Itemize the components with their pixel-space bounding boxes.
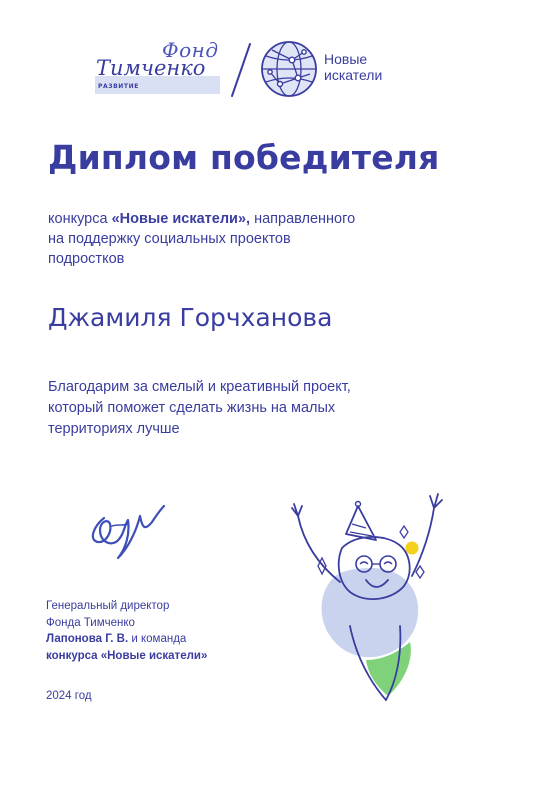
signatory-line-2: Фонда Тимченко bbox=[46, 616, 135, 629]
new-seekers-globe-icon bbox=[258, 38, 320, 100]
logo-divider bbox=[226, 40, 256, 100]
recipient-name: Джамиля Горчханова bbox=[48, 303, 333, 332]
signatory-line-3 bbox=[46, 631, 306, 648]
logo-line2: искатели bbox=[324, 67, 383, 83]
signatory-line-4 bbox=[46, 648, 306, 665]
signatory-line-1: Генеральный директор bbox=[46, 600, 170, 612]
diploma-year: 2024 год bbox=[46, 690, 92, 702]
subtitle-line-3: подростков bbox=[48, 251, 125, 267]
logo-line1: Новые bbox=[324, 51, 368, 67]
signatory-line-4-pre: конкурса bbox=[46, 649, 101, 662]
director-name: Лапонова Г. В. bbox=[46, 633, 129, 645]
new-seekers-logo-text bbox=[324, 51, 444, 83]
subtitle-post: направленного bbox=[250, 211, 356, 227]
contest-name: «Новые искатели», bbox=[111, 211, 251, 227]
thanks-line-3: территориях лучше bbox=[48, 421, 180, 437]
diploma-subtitle bbox=[48, 209, 478, 269]
logo-tag: РАЗВИТИЕ bbox=[98, 83, 139, 90]
subtitle-pre: конкурса bbox=[48, 211, 112, 227]
signatory-contest-name: «Новые искатели» bbox=[100, 649, 208, 662]
logo-word-timchenko: Тимченко bbox=[96, 56, 206, 80]
subtitle-line-2: на поддержку социальных проектов bbox=[48, 231, 291, 247]
signatory-block bbox=[46, 598, 306, 664]
celebrating-character-illustration bbox=[280, 486, 460, 716]
subtitle-line-1 bbox=[48, 209, 478, 229]
thanks-line-1: Благодарим за смелый и креативный проект, bbox=[48, 379, 351, 395]
thanks-line-2: который поможет сделать жизнь на малых bbox=[48, 400, 336, 416]
signatory-line-3-post: и команда bbox=[128, 633, 187, 645]
signature bbox=[84, 496, 174, 566]
logo-word-fond: Фонд bbox=[162, 38, 219, 62]
diploma-title: Диплом победителя bbox=[48, 138, 440, 177]
fond-timchenko-logo bbox=[92, 38, 222, 98]
thanks-text bbox=[48, 377, 448, 440]
